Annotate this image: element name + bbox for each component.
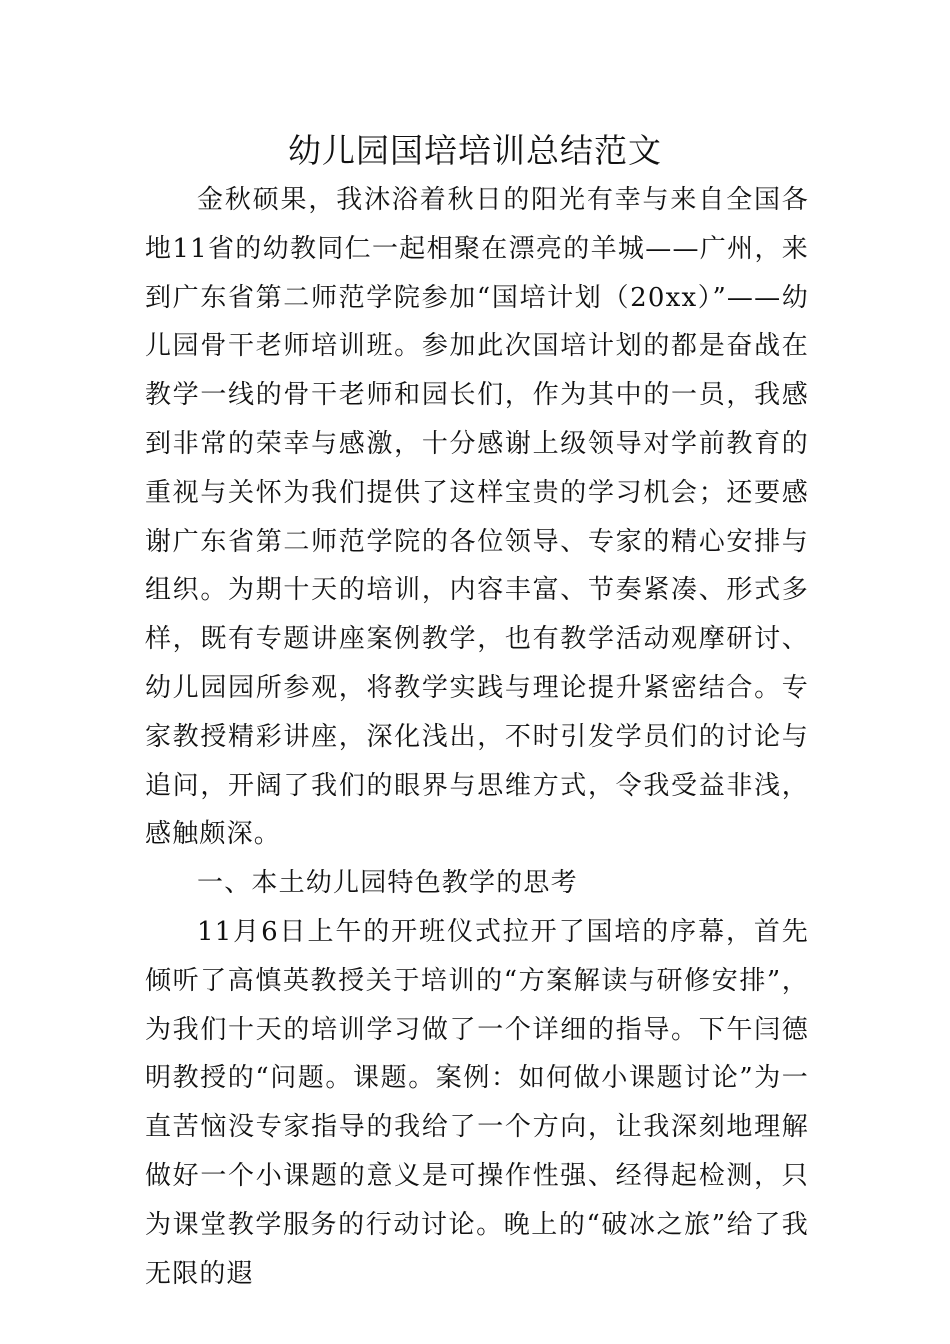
paragraph-intro: 金秋硕果，我沐浴着秋日的阳光有幸与来自全国各地11省的幼教同仁一起相聚在漂亮的羊城——广州，来到广东省第二师范学院参加“国培计划（20xx）”——幼儿园骨干老师培训班。参加此次国培计划的都是奋战在教学一线的骨干老师和园长们，作为其中的一员，我感到非常的荣幸与感激，十分感谢上级领导对学前教育的重视与关怀为我们提供了这样宝贵的学习机会；还要感谢广东省第二师范学院的各位领导、专家的精心安排与组织。为期十天的培训，内容丰富、节奏紧凑、形式多样，既有专题讲座案例教学，也有教学活动观摩研讨、幼儿园园所参观，将教学实践与理论提升紧密结合。专家教授精彩讲座，深化浅出，不时引发学员们的讨论与追问，开阔了我们的眼界与思维方式，令我受益非浅，感触颇深。 [145,185,809,850]
paragraph-section-1: 11月6日上午的开班仪式拉开了国培的序幕，首先倾听了高慎英教授关于培训的“方案解读与研修安排”，为我们十天的培训学习做了一个详细的指导。下午闫德明教授的“问题。课题。案例：如何做小课题讨论”为一直苦恼没专家指导的我给了一个方向，让我深刻地理解做好一个小课题的意义是可操作性强、经得起检测，只为课堂教学服务的行动讨论。晚上的“破冰之旅”给了我无限的遐 [145,916,809,1289]
section-heading-1: 一、本土幼儿园特色教学的思考 [197,868,578,899]
document-body [145,176,809,1298]
document-title: 幼儿园国培培训总结范文 [288,131,662,170]
